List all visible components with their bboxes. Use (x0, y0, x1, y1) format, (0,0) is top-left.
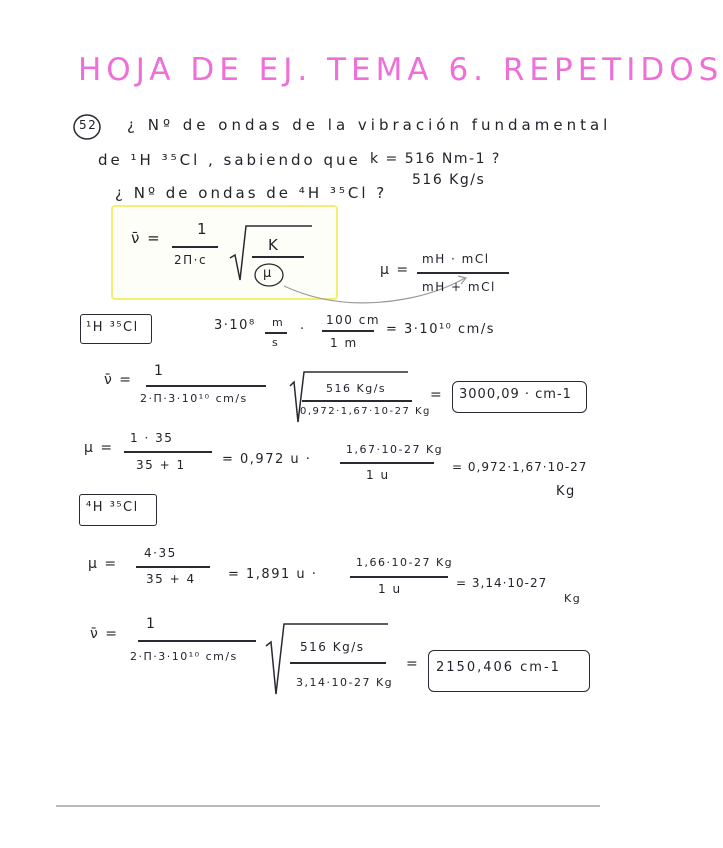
s2-mu-den: 35 + 4 (146, 572, 196, 586)
s2-conv-num: 1,66·10-27 Kg (356, 556, 454, 569)
s1-sqrt-bar (302, 400, 412, 402)
equals-sign-2: = (406, 656, 420, 672)
speed-unit-num: m (272, 316, 285, 329)
formula-one: 1 (197, 220, 209, 238)
s1-mu-lhs: μ = (84, 440, 114, 456)
s2-mu-lhs: μ = (88, 556, 118, 572)
speed-result: = 3·10¹⁰ cm/s (386, 322, 495, 337)
s1-conv-bar (340, 462, 434, 464)
s1-mu-result: = 0,972·1,67·10-27 (452, 460, 588, 474)
s1-nu-bar (146, 385, 266, 387)
s2-nu-result: 2150,406 cm-1 (436, 660, 561, 675)
mu-definition-denominator: mH + mCl (422, 280, 496, 294)
s2-sqrt-num: 516 Kg/s (300, 640, 365, 654)
s1-mu-bar (124, 451, 212, 453)
mu-definition-bar (417, 272, 509, 274)
conv-cm-den: 1 m (330, 336, 358, 350)
s2-mu-result-unit: Kg (564, 592, 582, 605)
s1-mu-result-unit: Kg (556, 484, 576, 499)
conv-cm-bar (322, 330, 374, 332)
s2-mu-eq: = 1,891 u · (228, 567, 318, 582)
s1-sqrt-sign (288, 368, 418, 428)
s1-conv-num: 1,67·10-27 Kg (346, 443, 444, 456)
s2-nu-den: 2·Π·3·10¹⁰ cm/s (130, 650, 238, 663)
s1-mu-den: 35 + 1 (136, 458, 186, 472)
s1-sqrt-num: 516 Kg/s (326, 382, 387, 395)
speed-unit-den: s (272, 336, 280, 349)
dot-operator: · (300, 322, 306, 337)
section1-label: ¹H ³⁵Cl (86, 320, 139, 335)
problem-line-3: ¿ Nº de ondas de ⁴H ³⁵Cl ? (115, 184, 388, 202)
s2-mu-result: = 3,14·10-27 (456, 576, 548, 590)
s2-nu-one: 1 (146, 616, 157, 632)
s1-nu-one: 1 (154, 363, 165, 379)
problem-line-2: de ¹H ³⁵Cl , sabiendo que (98, 151, 361, 169)
s1-mu-num: 1 · 35 (130, 431, 174, 445)
s1-nu-den: 2·Π·3·10¹⁰ cm/s (140, 392, 248, 405)
formula-fraction-bar (172, 246, 218, 248)
page-title: HOJA DE EJ. TEMA 6. REPETIDOS (78, 52, 723, 88)
s2-conv-bar (350, 576, 448, 578)
s2-nu-bar (138, 640, 256, 642)
s2-sqrt-den: 3,14·10-27 Kg (296, 676, 394, 689)
s2-sqrt-bar (290, 662, 386, 664)
k-alt-units: 516 Kg/s (412, 172, 486, 188)
mu-definition-lhs: μ = (380, 262, 410, 278)
formula-sqrt-fraction-bar (252, 256, 304, 258)
problem-line-1: ¿ Nº de ondas de la vibración fundamental (127, 116, 612, 134)
speed-of-light: 3·10⁸ (214, 318, 256, 333)
formula-nu-lhs: ν̄ = (131, 229, 162, 247)
formula-two-pi-c: 2Π·c (174, 253, 208, 267)
problem-number: 52 (79, 118, 98, 132)
s1-mu-eq: = 0,972 u · (222, 452, 312, 467)
s1-nu-lhs: ν̄ = (104, 372, 133, 388)
formula-k: K (268, 236, 280, 254)
mu-definition-numerator: mH · mCl (422, 252, 490, 266)
s2-nu-lhs: ν̄ = (90, 626, 119, 642)
conv-cm-num: 100 cm (326, 313, 381, 327)
formula-mu: μ (263, 266, 273, 281)
s2-mu-bar (136, 566, 210, 568)
k-value: k = 516 Nm-1 ? (370, 151, 501, 167)
s1-conv-den: 1 u (366, 468, 390, 482)
s1-nu-result: 3000,09 · cm-1 (459, 387, 572, 402)
s2-conv-den: 1 u (378, 582, 402, 596)
s1-sqrt-den: 0,972·1,67·10-27 Kg (300, 406, 431, 417)
page-bottom-rule (56, 805, 600, 807)
s2-mu-num: 4·35 (144, 546, 177, 560)
section2-label: ⁴H ³⁵Cl (86, 500, 139, 515)
speed-unit-bar (265, 332, 287, 334)
equals-sign: = (430, 387, 444, 403)
